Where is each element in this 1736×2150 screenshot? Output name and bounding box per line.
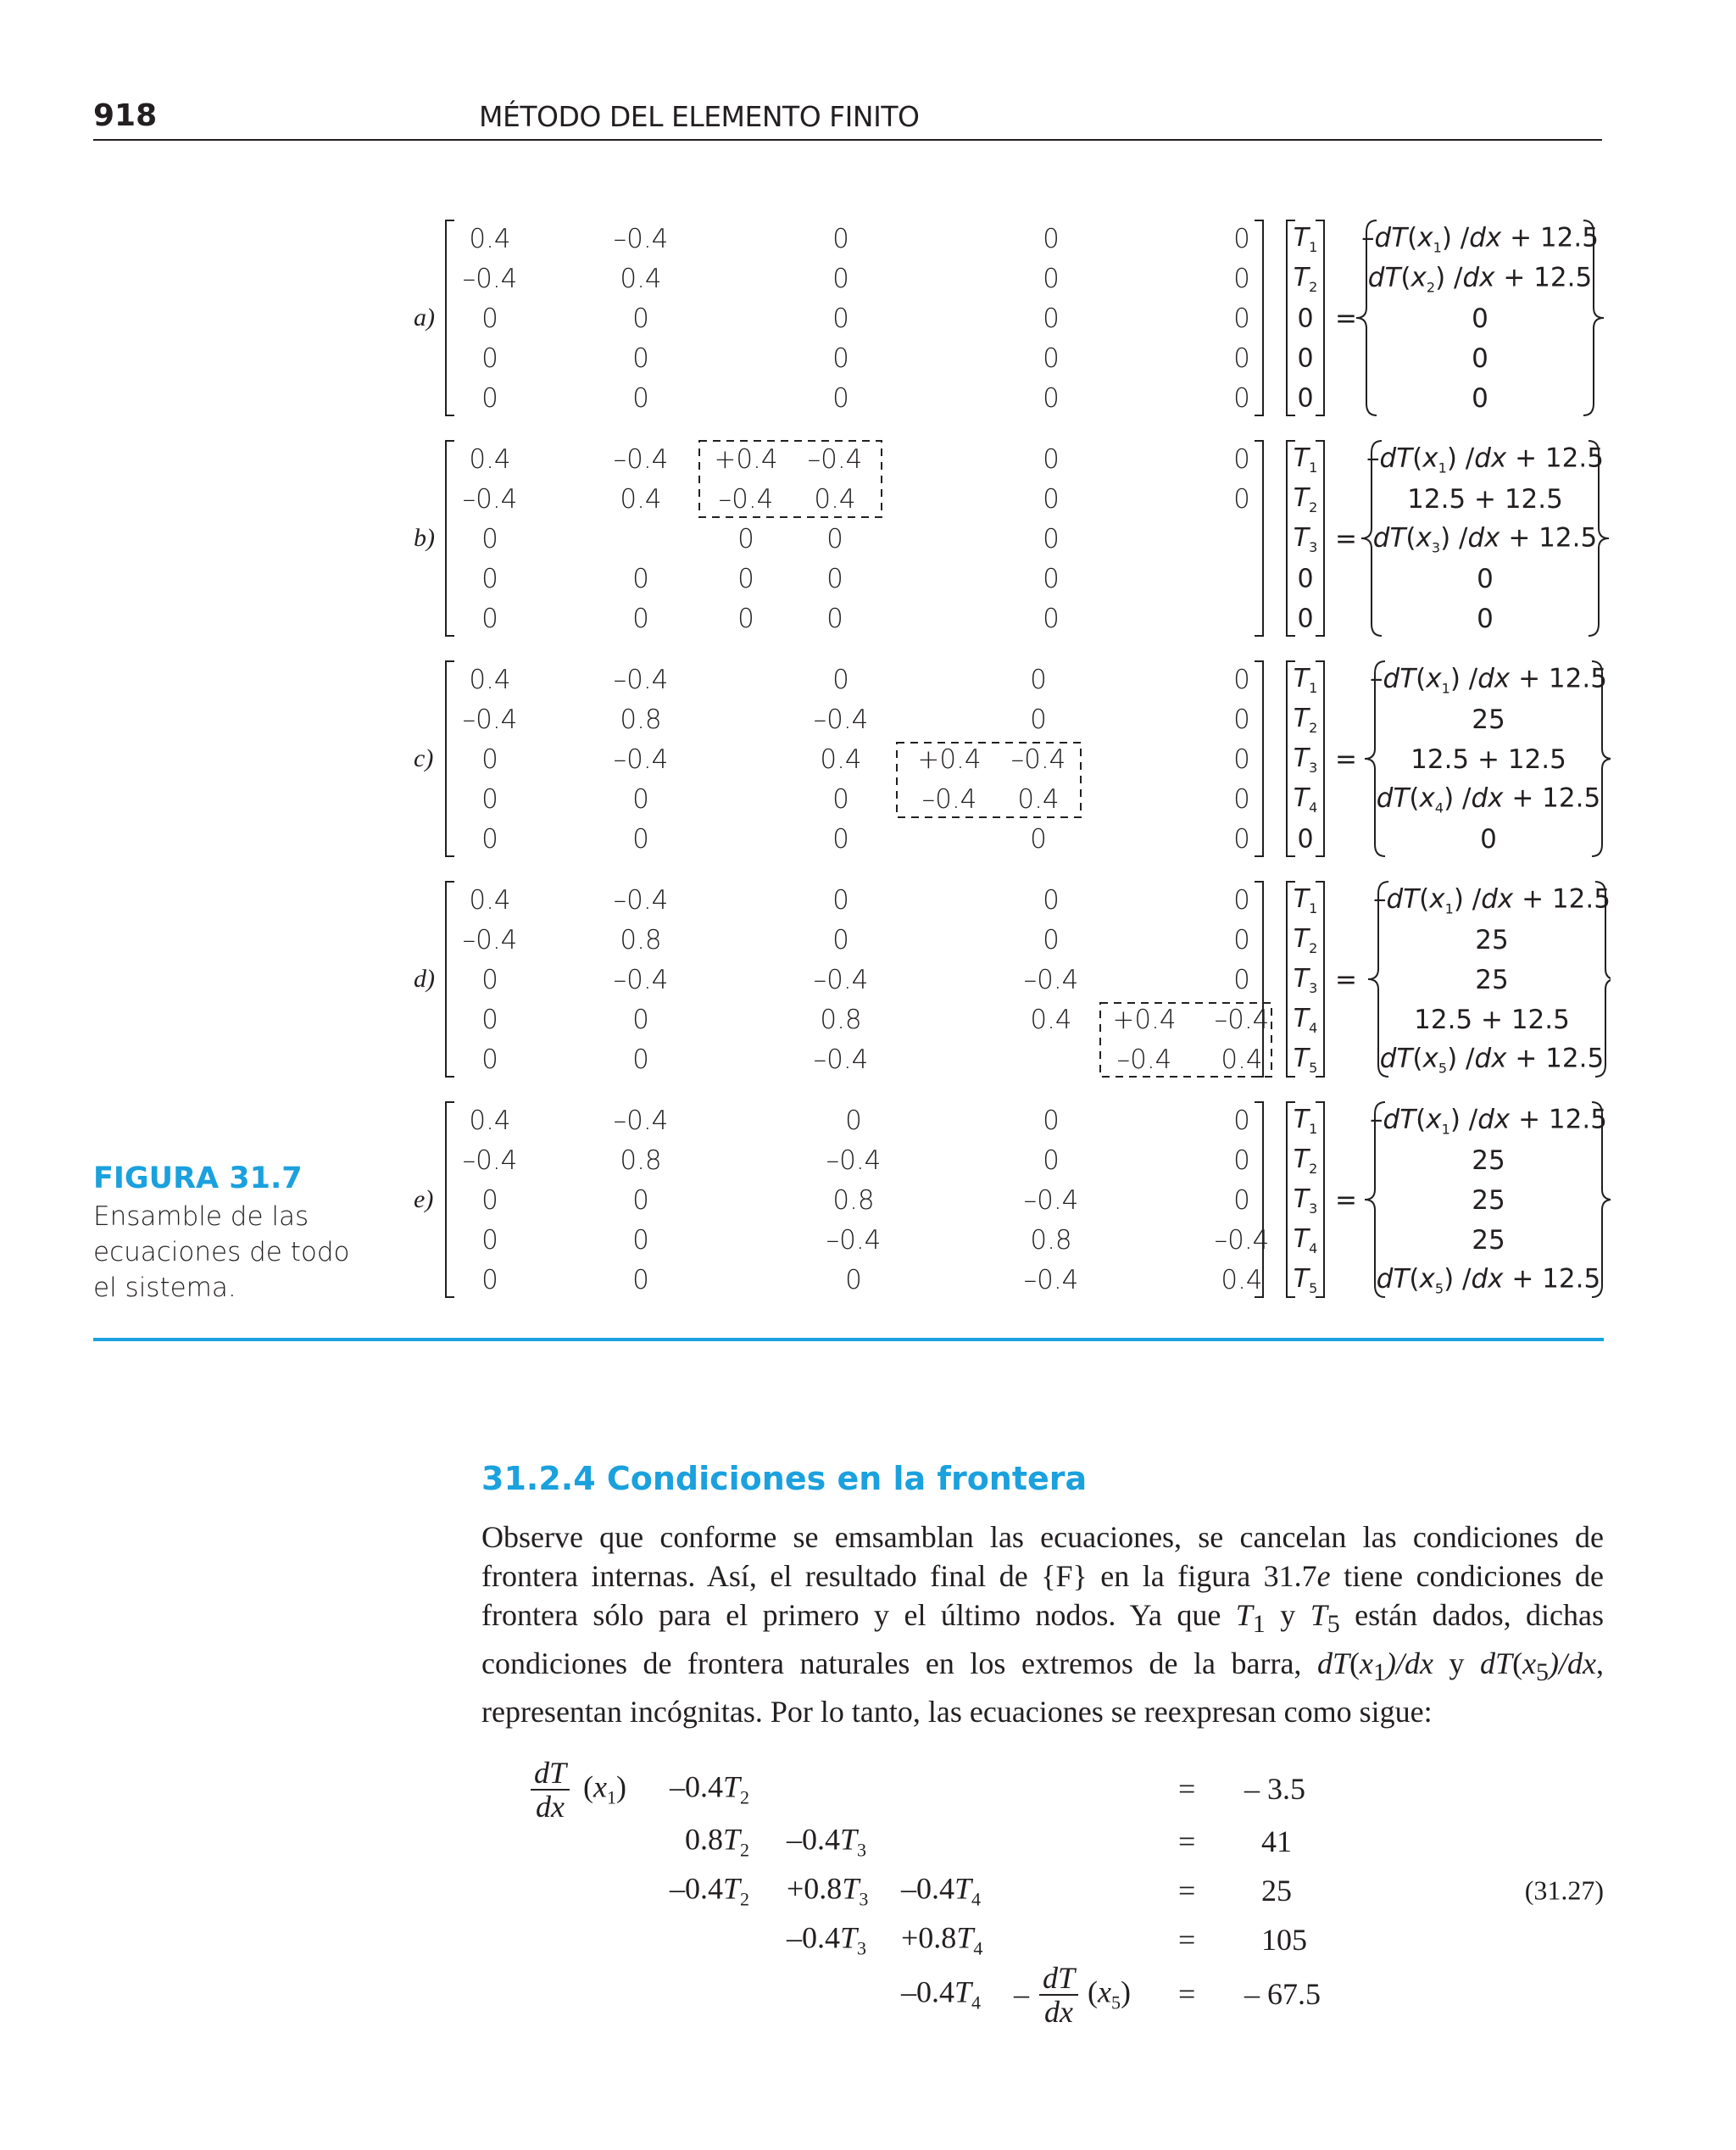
para-part1-italic: e: [1316, 1559, 1331, 1593]
derivative-fraction: $\frac{dT}{dx}$: [531, 1757, 570, 1823]
equation-term: $+0.8T_4$: [901, 1920, 983, 1959]
unknown-entry: 0: [1297, 564, 1314, 594]
matrix-cell: 0: [481, 784, 498, 815]
matrix-cell: 0: [481, 1225, 498, 1256]
matrix-cell: –0.4: [813, 965, 869, 995]
unknown-entry: 0: [1297, 304, 1314, 334]
equation-rhs: 41: [1261, 1824, 1292, 1858]
unknown-entry: $T_3$: [1293, 964, 1318, 996]
unknown-entry: $T_4$: [1293, 1004, 1318, 1036]
equation-rhs: 105: [1261, 1923, 1307, 1957]
equals-sign: =: [1335, 524, 1357, 554]
matrix-cell: 0: [1233, 484, 1250, 515]
matrix-cell: 0: [1043, 484, 1060, 515]
matrix-cell: 0: [1233, 965, 1250, 995]
matrix-left-bracket: [446, 882, 454, 1077]
equals-sign: =: [1335, 965, 1357, 995]
rhs-entry: $dT(x_5) /dx + 12.5$: [1379, 1043, 1605, 1077]
matrix-right-bracket: [1255, 661, 1263, 856]
para-part5: y: [1433, 1646, 1481, 1681]
matrix-cell: 0: [1233, 383, 1250, 414]
equals-sign: =: [1335, 304, 1357, 334]
matrix-cell: 0: [632, 564, 649, 594]
rhs-entry: $dT(x_2) /dx + 12.5$: [1367, 262, 1593, 296]
matrix-left-bracket: [446, 1102, 454, 1297]
equation-term: $-0.4T_2$: [670, 1871, 750, 1910]
rhs-entry: 25: [1475, 925, 1509, 955]
matrix-cell: –0.4: [1010, 744, 1066, 775]
para-d1-x: x: [1360, 1646, 1373, 1681]
equation-term: $+0.8T_3$: [787, 1871, 869, 1910]
matrix-cell: 0: [832, 925, 849, 955]
equation-equals: =: [1178, 1772, 1196, 1806]
equation-equals: =: [1178, 1977, 1196, 2011]
matrix-cell: 0: [1043, 524, 1060, 554]
matrix-cell: 0.4: [469, 665, 511, 695]
matrix-cell: –0.4: [462, 705, 518, 735]
matrix-cell: 0: [1233, 705, 1250, 735]
matrix-cell: 0: [481, 524, 498, 554]
matrix-cell: 0: [1233, 224, 1250, 254]
matrix-cell: 0: [1233, 264, 1250, 294]
page-header: [93, 95, 1602, 141]
matrix-cell: 0: [1043, 383, 1060, 414]
matrix-cell: –0.4: [826, 1145, 882, 1176]
equals-sign: =: [1335, 1185, 1357, 1216]
matrix-cell: 0: [1043, 343, 1060, 374]
matrix-cell: 0: [632, 784, 649, 815]
figure-divider: [93, 1338, 1604, 1341]
matrix-cell: –0.4: [1214, 1225, 1270, 1256]
unknown-entry: $T_3$: [1293, 1184, 1318, 1217]
system-label: e): [414, 1185, 434, 1213]
unknown-entry: $T_2$: [1293, 483, 1318, 515]
matrix-cell: 0: [826, 604, 843, 634]
unknown-entry: 0: [1297, 343, 1314, 374]
para-d5: dT: [1480, 1646, 1513, 1681]
matrix-cell: –0.4: [807, 444, 863, 475]
matrix-cell: 0: [832, 264, 849, 294]
matrix-cell: 0: [481, 604, 498, 634]
matrix-cell: –0.4: [462, 1145, 518, 1176]
rhs-entry: 25: [1472, 1225, 1505, 1256]
matrix-cell: 0: [1233, 784, 1250, 815]
equation-rhs: 25: [1261, 1874, 1292, 1908]
system-label: d): [414, 965, 435, 993]
para-d5-paren: (: [1512, 1646, 1523, 1681]
matrix-cell: 0: [832, 304, 849, 334]
matrix-cell: 0: [1043, 925, 1060, 955]
equation-term: $(x_1)$: [583, 1769, 626, 1808]
matrix-cell: 0.4: [620, 264, 662, 294]
unknown-entry: $T_4$: [1293, 1224, 1318, 1256]
equation-rhs: – 67.5: [1244, 1977, 1321, 2011]
equation-rhs: – 3.5: [1244, 1772, 1305, 1806]
equation-equals: =: [1178, 1923, 1196, 1957]
para-part6: , representan incógnitas. Por lo tanto, las ecuaciones se reexpresan como sigue:: [481, 1646, 1605, 1729]
unknown-entry: $T_1$: [1293, 1105, 1318, 1137]
matrix-right-bracket: [1255, 441, 1263, 636]
section-heading: 31.2.4 Condiciones en la frontera: [481, 1460, 1088, 1497]
equation-term: $(x_5)$: [1088, 1975, 1131, 2014]
matrix-cell: 0: [826, 524, 843, 554]
unknown-entry: $T_2$: [1293, 924, 1318, 956]
unknown-entry: $T_1$: [1293, 443, 1318, 476]
body-paragraph: [481, 1518, 1604, 1731]
unknown-entry: $T_4$: [1293, 783, 1318, 816]
matrix-cell: 0: [1233, 1185, 1250, 1216]
matrix-cell: 0: [1043, 224, 1060, 254]
matrix-cell: +0.4: [714, 444, 778, 475]
matrix-cell: 0: [632, 1005, 649, 1035]
matrix-cell: 0: [1233, 1145, 1250, 1176]
unknown-entry: $T_1$: [1293, 223, 1318, 255]
matrix-cell: 0.4: [620, 484, 662, 515]
matrix-cell: 0: [845, 1106, 862, 1136]
para-part3: y: [1265, 1598, 1310, 1632]
page-number: 918: [93, 98, 158, 133]
matrix-cell: 0: [481, 304, 498, 334]
matrix-cell: 0: [1030, 705, 1047, 735]
para-part1: Observe que conforme se emsamblan las ecuaciones, se cancelan las condiciones de frontera internas. Así, el resultado final de {F} en la figura 31.7: [481, 1520, 1604, 1593]
matrix-cell: –0.4: [813, 705, 869, 735]
matrix-cell: 0: [481, 1005, 498, 1035]
matrix-cell: –0.4: [462, 925, 518, 955]
matrix-cell: 0: [632, 1044, 649, 1075]
matrix-cell: 0: [1043, 264, 1060, 294]
matrix-cell: 0: [1233, 444, 1250, 475]
matrix-cell: –0.4: [613, 224, 669, 254]
matrix-cell: 0: [1030, 665, 1047, 695]
matrix-cell: –0.4: [1023, 1185, 1079, 1216]
unknown-entry: $T_5$: [1293, 1264, 1318, 1296]
matrix-cell: 0.4: [820, 744, 862, 775]
para-t5-sub: 5: [1327, 1610, 1340, 1639]
matrix-cell: 0: [737, 604, 754, 634]
rhs-entry: 25: [1472, 705, 1505, 735]
system-e: [407, 1100, 1611, 1301]
para-t5: T: [1310, 1598, 1327, 1632]
equals-sign: =: [1335, 744, 1357, 775]
equation-number: (31.27): [1524, 1874, 1604, 1906]
rhs-entry: 0: [1477, 604, 1494, 634]
matrix-cell: –0.4: [613, 665, 669, 695]
matrix-cell: 0: [1233, 744, 1250, 775]
matrix-cell: 0.8: [620, 1145, 662, 1176]
system-label: c): [414, 744, 434, 772]
rhs-entry: $-dT(x_1) /dx + 12.5$: [1370, 1104, 1607, 1138]
rhs-entry: $-dT(x_1) /dx + 12.5$: [1370, 663, 1607, 697]
matrix-cell: –0.4: [462, 264, 518, 294]
matrix-cell: –0.4: [1023, 965, 1079, 995]
rhs-entry: 12.5 + 12.5: [1410, 744, 1566, 775]
unknown-entry: $T_1$: [1293, 884, 1318, 916]
matrix-cell: +0.4: [917, 744, 982, 775]
matrix-cell: 0: [1233, 885, 1250, 916]
matrix-left-bracket: [446, 661, 454, 856]
equation-term: $-0.4T_4$: [901, 1975, 982, 2014]
matrix-cell: –0.4: [1214, 1005, 1270, 1035]
matrix-cell: –0.4: [826, 1225, 882, 1256]
equation-term: –: [1014, 1977, 1029, 2011]
system-label: a): [414, 304, 435, 331]
matrix-cell: +0.4: [1112, 1005, 1177, 1035]
matrix-cell: 0: [632, 1265, 649, 1295]
matrix-cell: –0.4: [718, 484, 774, 515]
matrix-cell: 0.4: [469, 885, 511, 916]
para-d5-x: x: [1522, 1646, 1537, 1681]
matrix-cell: –0.4: [921, 784, 977, 815]
matrix-cell: 0: [737, 564, 754, 594]
system-label: b): [414, 524, 435, 552]
equation-term: $-0.4T_3$: [787, 1920, 867, 1959]
equation-equals: =: [1178, 1874, 1196, 1908]
matrix-cell: –0.4: [613, 965, 669, 995]
matrix-cell: 0: [832, 383, 849, 414]
equation-term: $-0.4T_2$: [670, 1769, 750, 1808]
matrix-cell: 0: [737, 524, 754, 554]
derivative-fraction: $\frac{dT}{dx}$: [1039, 1962, 1078, 2028]
matrix-cell: –0.4: [613, 744, 669, 775]
rhs-entry: 0: [1472, 343, 1488, 374]
unknown-entry: $T_2$: [1293, 1145, 1318, 1177]
system-a: [407, 219, 1611, 419]
rhs-entry: 25: [1472, 1145, 1505, 1176]
matrix-left-bracket: [446, 441, 454, 636]
matrix-cell: 0: [632, 304, 649, 334]
matrix-cell: 0: [1233, 304, 1250, 334]
matrix-cell: –0.4: [1023, 1265, 1079, 1295]
matrix-left-bracket: [446, 220, 454, 415]
rhs-entry: $-dT(x_1) /dx + 12.5$: [1361, 222, 1599, 256]
matrix-cell: 0.4: [469, 444, 511, 475]
matrix-cell: 0: [1043, 564, 1060, 594]
matrix-cell: 0: [1043, 885, 1060, 916]
matrix-cell: 0: [832, 784, 849, 815]
matrix-cell: 0: [632, 383, 649, 414]
matrix-cell: 0: [632, 343, 649, 374]
matrix-cell: 0: [1043, 1106, 1060, 1136]
rhs-entry: 0: [1472, 383, 1488, 414]
rhs-entry: 12.5 + 12.5: [1407, 484, 1563, 515]
matrix-cell: 0.8: [820, 1005, 862, 1035]
equation-term: $0.8T_2$: [685, 1822, 750, 1861]
unknown-entry: $T_3$: [1293, 523, 1318, 555]
matrix-cell: 0: [481, 1265, 498, 1295]
matrix-cell: 0: [1233, 665, 1250, 695]
matrix-cell: 0: [1043, 1145, 1060, 1176]
para-d5-tail: )/dx: [1549, 1646, 1597, 1681]
matrix-cell: 0: [481, 1044, 498, 1075]
figure-caption-title: FIGURA 31.7: [93, 1161, 303, 1195]
matrix-cell: 0.4: [469, 1106, 511, 1136]
matrix-cell: 0: [1043, 604, 1060, 634]
matrix-cell: 0: [1233, 1106, 1250, 1136]
equation-term: $-0.4T_4$: [901, 1871, 982, 1910]
matrix-cell: 0: [1233, 925, 1250, 955]
matrix-cell: 0.8: [1030, 1225, 1072, 1256]
figure-caption-text: Ensamble de las ecuaciones de todo el sistema.: [93, 1201, 350, 1303]
unknown-entry: $T_1$: [1293, 664, 1318, 696]
matrix-right-bracket: [1255, 220, 1263, 415]
matrix-cell: 0: [481, 564, 498, 594]
matrix-cell: –0.4: [613, 444, 669, 475]
matrix-cell: 0.4: [1017, 784, 1060, 815]
rhs-entry: 0: [1477, 564, 1494, 594]
matrix-cell: 0: [632, 604, 649, 634]
equation-block-31-27: [481, 1756, 1604, 2043]
matrix-cell: 0: [481, 383, 498, 414]
unknown-entry: 0: [1297, 604, 1314, 634]
matrix-cell: 0: [832, 885, 849, 916]
system-c: [407, 660, 1611, 860]
unknown-entry: $T_5$: [1293, 1044, 1318, 1076]
para-t1-sub: 1: [1252, 1610, 1266, 1639]
para-d1: dT: [1316, 1646, 1349, 1681]
matrix-cell: –0.4: [613, 1106, 669, 1136]
matrix-cell: 0: [481, 744, 498, 775]
equation-equals: =: [1178, 1824, 1196, 1858]
matrix-cell: 0: [832, 824, 849, 855]
unknown-entry: 0: [1297, 824, 1314, 855]
unknown-entry: $T_3$: [1293, 744, 1318, 776]
para-part2: tiene condiciones de frontera sólo para el primero y el último nodos. Ya que: [481, 1559, 1604, 1632]
rhs-entry: $-dT(x_1) /dx + 12.5$: [1366, 443, 1604, 476]
para-d1-tail: )/dx: [1385, 1646, 1433, 1681]
equation-term: $-0.4T_3$: [787, 1822, 867, 1861]
matrix-cell: 0: [832, 665, 849, 695]
rhs-entry: 0: [1480, 824, 1497, 855]
para-part4: están dados, dichas condiciones de frontera naturales en los extremos de la barra,: [481, 1598, 1605, 1681]
matrix-cell: 0: [832, 343, 849, 374]
matrix-cell: 0: [845, 1265, 862, 1295]
matrix-cell: 0: [1043, 444, 1060, 475]
rhs-entry: 12.5 + 12.5: [1414, 1005, 1570, 1035]
unknown-entry: $T_2$: [1293, 704, 1318, 736]
matrix-cell: 0.8: [620, 925, 662, 955]
matrix-cell: 0: [1030, 824, 1047, 855]
matrix-cell: 0: [481, 1185, 498, 1216]
matrix-cell: 0.4: [1030, 1005, 1072, 1035]
matrix-cell: –0.4: [462, 484, 518, 515]
matrix-cell: 0.8: [832, 1185, 875, 1216]
matrix-cell: 0: [481, 965, 498, 995]
matrix-cell: 0.4: [469, 224, 511, 254]
system-d: [407, 880, 1611, 1080]
matrix-cell: 0: [632, 1185, 649, 1216]
matrix-cell: 0: [832, 224, 849, 254]
rhs-entry: $dT(x_5) /dx + 12.5$: [1376, 1263, 1601, 1297]
rhs-entry: $-dT(x_1) /dx + 12.5$: [1373, 883, 1611, 917]
matrix-cell: –0.4: [613, 885, 669, 916]
rhs-entry: $dT(x_4) /dx + 12.5$: [1376, 783, 1601, 816]
matrix-cell: 0.4: [814, 484, 856, 515]
unknown-entry: 0: [1297, 383, 1314, 414]
matrix-cell: 0: [1043, 304, 1060, 334]
matrix-cell: 0: [1233, 824, 1250, 855]
rhs-entry: 25: [1475, 965, 1509, 995]
figure-caption: [93, 1161, 373, 1306]
matrix-cell: 0: [632, 1225, 649, 1256]
rhs-entry: 25: [1472, 1185, 1505, 1216]
matrix-cell: –0.4: [1116, 1044, 1172, 1075]
matrix-cell: 0: [481, 824, 498, 855]
unknown-entry: $T_2$: [1293, 263, 1318, 295]
para-d1-paren: (: [1349, 1646, 1360, 1681]
matrix-cell: –0.4: [813, 1044, 869, 1075]
para-t1: T: [1235, 1598, 1253, 1632]
matrix-cell: 0: [1233, 343, 1250, 374]
rhs-entry: 0: [1472, 304, 1488, 334]
system-b: [407, 439, 1611, 639]
para-d5-sub: 5: [1536, 1658, 1550, 1687]
running-title: MÉTODO DEL ELEMENTO FINITO: [479, 100, 920, 133]
matrix-cell: 0: [481, 343, 498, 374]
para-d1-sub: 1: [1372, 1658, 1386, 1687]
matrix-cell: 0.8: [620, 705, 662, 735]
matrix-cell: 0.4: [1221, 1044, 1263, 1075]
matrix-cell: 0.4: [1221, 1265, 1263, 1295]
matrix-cell: 0: [826, 564, 843, 594]
matrix-cell: 0: [632, 824, 649, 855]
rhs-entry: $dT(x_3) /dx + 12.5$: [1372, 522, 1598, 556]
